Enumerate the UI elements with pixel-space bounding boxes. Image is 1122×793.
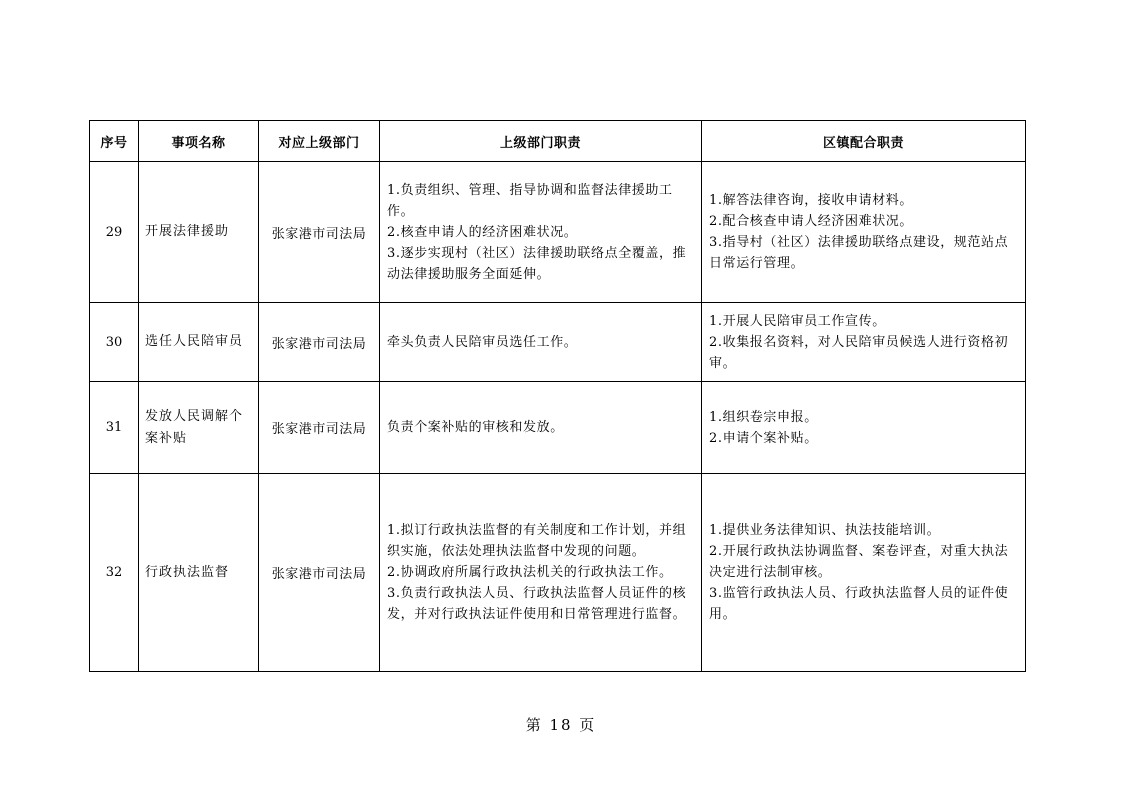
duty-line: 牵头负责人民陪审员选任工作。	[387, 334, 578, 350]
duty-line: 2.收集报名资料，对人民陪审员候选人进行资格初审。	[709, 334, 1009, 371]
row-seq: 29	[90, 162, 139, 303]
table-row	[90, 303, 1026, 382]
row-upper-duties	[380, 162, 702, 303]
row-dept: 张家港市司法局	[259, 382, 380, 474]
row-seq: 32	[90, 474, 139, 672]
row-item-name: 开展法律援助	[139, 162, 259, 303]
duty-line: 1.解答法律咨询，接收申请材料。	[709, 193, 914, 208]
row-item-name: 选任人民陪审员	[139, 303, 259, 382]
row-town-duties	[702, 382, 1026, 474]
duty-line: 3.负责行政执法人员、行政执法监督人员证件的核发，并对行政执法证件使用和日常管理进行监督。	[387, 586, 687, 622]
row-seq: 31	[90, 382, 139, 474]
table-row	[90, 162, 1026, 303]
duty-line: 3.逐步实现村（社区）法律援助联络点全覆盖，推动法律援助服务全面延伸。	[387, 245, 687, 282]
duty-line: 2.配合核查申请人经济困难状况。	[709, 214, 914, 229]
duty-line: 2.申请个案补贴。	[709, 430, 818, 446]
header-item-name: 事项名称	[139, 121, 259, 162]
row-town-duties	[702, 474, 1026, 672]
row-dept: 张家港市司法局	[259, 303, 380, 382]
row-dept: 张家港市司法局	[259, 474, 380, 672]
row-upper-duties	[380, 382, 702, 474]
duty-line: 1.负责组织、管理、指导协调和监督法律援助工作。	[387, 182, 673, 219]
duty-line: 1.拟订行政执法监督的有关制度和工作计划，并组织实施，依法处理执法监督中发现的问题。	[387, 523, 687, 559]
table-row	[90, 382, 1026, 474]
header-town-duties: 区镇配合职责	[702, 121, 1026, 162]
row-seq: 30	[90, 303, 139, 382]
row-town-duties	[702, 303, 1026, 382]
header-seq: 序号	[90, 121, 139, 162]
header-upper-dept: 对应上级部门	[259, 121, 380, 162]
duty-line: 1.开展人民陪审员工作宣传。	[709, 313, 886, 329]
row-dept: 张家港市司法局	[259, 162, 380, 303]
row-town-duties	[702, 162, 1026, 303]
table-header-row	[90, 121, 1026, 162]
table-row	[90, 474, 1026, 672]
row-item-name: 行政执法监督	[139, 474, 259, 672]
duty-line: 1.提供业务法律知识、执法技能培训。	[709, 523, 941, 538]
duties-table	[89, 120, 1026, 672]
row-item-name: 发放人民调解个案补贴	[139, 382, 259, 474]
row-upper-duties	[380, 303, 702, 382]
duty-line: 负责个案补贴的审核和发放。	[387, 420, 564, 435]
duty-line: 1.组织卷宗申报。	[709, 409, 818, 425]
row-upper-duties	[380, 474, 702, 672]
duty-line: 3.监管行政执法人员、行政执法监督人员的证件使用。	[709, 586, 1009, 622]
duty-line: 2.协调政府所属行政执法机关的行政执法工作。	[387, 565, 673, 580]
duty-line: 3.指导村（社区）法律援助联络点建设，规范站点日常运行管理。	[709, 235, 1009, 271]
page-number: 第 18 页	[525, 716, 597, 734]
duty-line: 2.核查申请人的经济困难状况。	[387, 224, 578, 240]
header-upper-duties: 上级部门职责	[380, 121, 702, 162]
duty-line: 2.开展行政执法协调监督、案卷评查，对重大执法决定进行法制审核。	[709, 544, 1009, 580]
